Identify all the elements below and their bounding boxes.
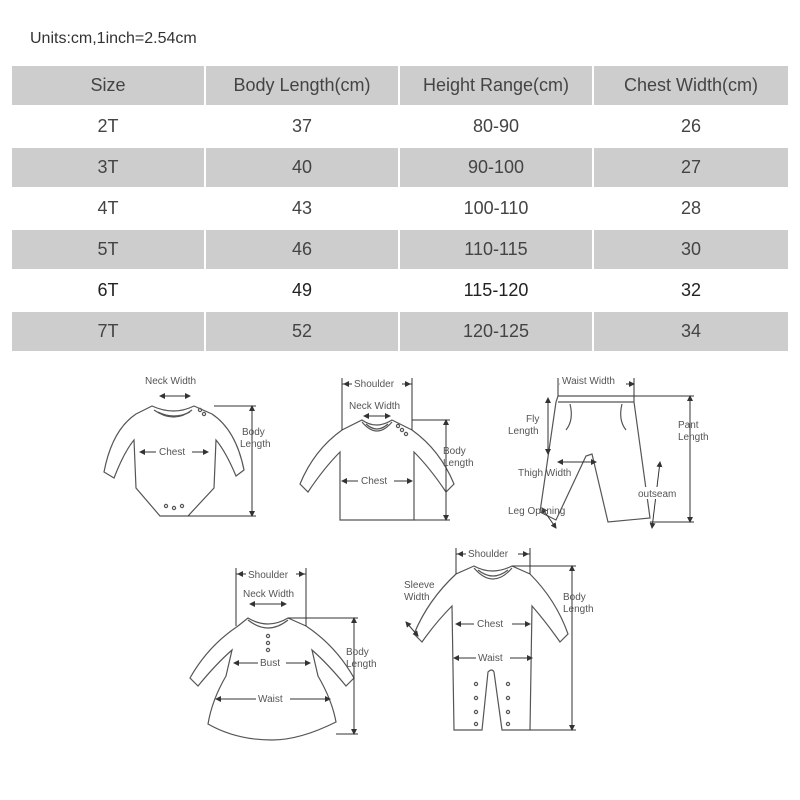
jumpsuit-sleeve-width-label: Width — [404, 592, 430, 603]
pants-thigh-width-label: Thigh Width — [518, 468, 572, 479]
shirt-outline-icon — [300, 420, 454, 520]
dress-bust-label: Bust — [260, 658, 281, 669]
pants-outseam-label: outseam — [638, 489, 677, 500]
pants-diagram — [508, 376, 709, 528]
jumpsuit-outline-icon — [414, 566, 568, 730]
cell-height-range: 120-125 — [400, 312, 594, 353]
pants-pant-label: Pant — [678, 420, 699, 431]
pants-pant-length-label: Length — [678, 432, 709, 443]
romper-diagram — [104, 376, 271, 516]
jumpsuit-diagram — [404, 547, 594, 730]
cell-size: 6T — [12, 271, 206, 312]
size-chart-table — [12, 66, 788, 353]
shirt-body-label: Body — [443, 446, 466, 457]
cell-height-range: 90-100 — [400, 148, 594, 189]
cell-height-range: 110-115 — [400, 230, 594, 271]
dress-length-label: Length — [346, 659, 377, 670]
cell-chest-width: 34 — [594, 312, 788, 353]
cell-size: 2T — [12, 107, 206, 148]
cell-body-length: 46 — [206, 230, 400, 271]
table-row — [12, 230, 788, 271]
cell-chest-width: 27 — [594, 148, 788, 189]
cell-chest-width: 30 — [594, 230, 788, 271]
romper-chest-label: Chest — [159, 447, 186, 458]
table-row — [12, 312, 788, 353]
jumpsuit-sleeve-label: Sleeve — [404, 580, 435, 591]
table-row — [12, 148, 788, 189]
pants-fly-label: Fly — [526, 414, 540, 425]
header-height-range: Height Range(cm) — [400, 66, 594, 107]
pants-fly-length-label: Length — [508, 426, 539, 437]
shirt-neck-width-label: Neck Width — [349, 401, 401, 412]
table-row — [12, 189, 788, 230]
header-chest-width: Chest Width(cm) — [594, 66, 788, 107]
dress-waist-label: Waist — [258, 694, 283, 705]
romper-length-label: Length — [240, 439, 271, 450]
cell-size: 5T — [12, 230, 206, 271]
dress-outline-icon — [190, 618, 354, 740]
cell-chest-width: 26 — [594, 107, 788, 148]
cell-body-length: 43 — [206, 189, 400, 230]
cell-body-length: 37 — [206, 107, 400, 148]
table-row — [12, 271, 788, 312]
shirt-diagram — [300, 377, 474, 520]
romper-outline-icon — [104, 406, 244, 516]
cell-body-length: 40 — [206, 148, 400, 189]
cell-size: 3T — [12, 148, 206, 189]
dress-neck-width-label: Neck Width — [243, 589, 295, 600]
jumpsuit-waist-label: Waist — [478, 653, 503, 664]
cell-height-range: 115-120 — [400, 271, 594, 312]
cell-chest-width: 28 — [594, 189, 788, 230]
units-note: Units:cm,1inch=2.54cm — [30, 30, 197, 47]
cell-height-range: 100-110 — [400, 189, 594, 230]
table-header-row — [12, 66, 788, 107]
dress-body-label: Body — [346, 647, 369, 658]
cell-height-range: 80-90 — [400, 107, 594, 148]
romper-neck-width-label: Neck Width — [145, 376, 197, 387]
header-size: Size — [12, 66, 206, 107]
header-body-length: Body Length(cm) — [206, 66, 400, 107]
shirt-chest-label: Chest — [361, 476, 388, 487]
cell-size: 7T — [12, 312, 206, 353]
cell-body-length: 52 — [206, 312, 400, 353]
jumpsuit-body-label: Body — [563, 592, 586, 603]
pants-outline-icon — [540, 396, 650, 522]
cell-chest-width: 32 — [594, 271, 788, 312]
romper-body-label: Body — [242, 427, 265, 438]
jumpsuit-shoulder-label: Shoulder — [468, 549, 509, 560]
jumpsuit-chest-label: Chest — [477, 619, 504, 630]
jumpsuit-length-label: Length — [563, 604, 594, 615]
cell-size: 4T — [12, 189, 206, 230]
dress-diagram — [190, 567, 377, 740]
cell-body-length: 49 — [206, 271, 400, 312]
shirt-shoulder-label: Shoulder — [354, 379, 395, 390]
pants-leg-opening-label: Leg Opening — [508, 506, 566, 517]
pants-waist-width-label: Waist Width — [562, 376, 615, 387]
table-row — [12, 107, 788, 148]
shirt-length-label: Length — [443, 458, 474, 469]
dress-shoulder-label: Shoulder — [248, 570, 289, 581]
measurement-diagrams — [0, 355, 800, 800]
